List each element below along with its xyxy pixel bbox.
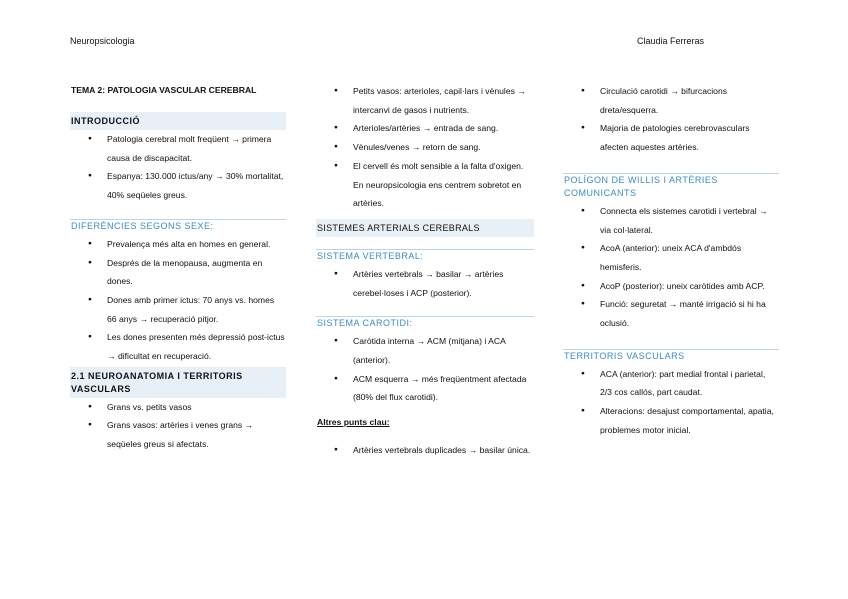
list-item: ● Grans vs. petits vasos — [107, 398, 286, 417]
column-1 — [70, 82, 286, 454]
section-heading-introduccio: INTRODUCCIÓ — [70, 112, 286, 130]
list-item: ● El cervell és molt sensible a la falta d'oxigen. En neuropsicologia ens centrem sobretot en artèries. — [353, 157, 534, 213]
section-heading-neuroanatomia: 2.1 NEUROANATOMIA I TERRITORIS VASCULARS — [70, 367, 286, 398]
list-item: ● Artèries vertebrals duplicades → basilar única. — [353, 441, 534, 460]
list-item: ● Circulació carotidi → bifurcacions dreta/esquerra. — [600, 82, 779, 119]
column-3 — [563, 82, 779, 440]
list-item: ● Vènules/venes → retorn de sang. — [353, 138, 534, 157]
section-heading-sistemes-arterials: SISTEMES ARTERIALS CEREBRALS — [316, 219, 534, 237]
list-item: ● Connecta els sistemes carotidi i vertebral → via col·lateral. — [600, 202, 779, 239]
section-heading-territoris-vasculars: TERRITORIS VASCULARS — [563, 349, 779, 365]
section-heading-sistema-carotidi: SISTEMA CAROTIDI: — [316, 316, 534, 332]
section-heading-sistema-vertebral: SISTEMA VERTEBRAL: — [316, 249, 534, 265]
list-item: ● Caròtida interna → ACM (mitjana) i ACA (anterior). — [353, 332, 534, 369]
neuro-list — [70, 398, 286, 454]
list-item: ● Espanya: 130.000 ictus/any → 30% mortalitat, 40% seqüeles greus. — [107, 167, 286, 204]
sexe-list — [70, 235, 286, 366]
list-item: ● Majoria de patologies cerebrovasculars afecten aquestes artèries. — [600, 119, 779, 156]
vertebral-list — [316, 265, 534, 302]
list-item: ● AcoA (anterior): uneix ACA d'ambdós hemisferis. — [600, 239, 779, 276]
list-item: ● Grans vasos: artèries i venes grans → seqüeles greus si afectats. — [107, 416, 286, 453]
list-item: ● Arterioles/artèries → entrada de sang. — [353, 119, 534, 138]
willis-list — [563, 202, 779, 333]
document-title: TEMA 2: PATOLOGIA VASCULAR CEREBRAL — [71, 85, 257, 95]
section-heading-diferencies-sexe: DIFERÈNCIES SEGONS SEXE: — [70, 219, 286, 235]
list-item: ● Després de la menopausa, augmenta en dones. — [107, 254, 286, 291]
header-author: Claudia Ferreras — [637, 36, 705, 46]
list-item: ● Alteracions: desajust comportamental, apatia, problemes motor inicial. — [600, 402, 779, 439]
section-heading-poligon-willis: POLÍGON DE WILLIS I ARTÈRIES COMUNICANTS — [563, 173, 779, 202]
list-item: ● Funció: seguretat → manté irrigació si hi ha oclusió. — [600, 295, 779, 332]
header-subject: Neuropsicologia — [70, 36, 135, 46]
territoris-list — [563, 365, 779, 440]
list-item: ● Prevalença més alta en homes en general. — [107, 235, 286, 254]
circ-list — [563, 82, 779, 157]
vasos-list — [316, 82, 534, 213]
list-item: ● Dones amb primer ictus: 70 anys vs. homes 66 anys → recuperació pitjor. — [107, 291, 286, 328]
list-item: ● ACM esquerra → més freqüentment afectada (80% del flux carotidi). — [353, 370, 534, 407]
carotidi-list — [316, 332, 534, 407]
altres-list — [316, 441, 534, 460]
list-item: ● AcoP (posterior): uneix caròtides amb ACP. — [600, 277, 779, 296]
intro-list — [70, 130, 286, 205]
list-item: ● Patologia cerebral molt freqüent → primera causa de discapacitat. — [107, 130, 286, 167]
list-item: ● Petits vasos: arterioles, capil·lars i vènules → intercanvi de gasos i nutrients. — [353, 82, 534, 119]
list-item: ● Les dones presenten més depressió post-ictus → dificultat en recuperació. — [107, 328, 286, 365]
altres-punts-title: Altres punts clau: — [317, 417, 390, 428]
list-item: ● ACA (anterior): part medial frontal i parietal, 2/3 cos callós, part caudat. — [600, 365, 779, 402]
column-2 — [316, 82, 534, 460]
list-item: ● Artèries vertebrals → basilar → artèries cerebel·loses i ACP (posterior). — [353, 265, 534, 302]
